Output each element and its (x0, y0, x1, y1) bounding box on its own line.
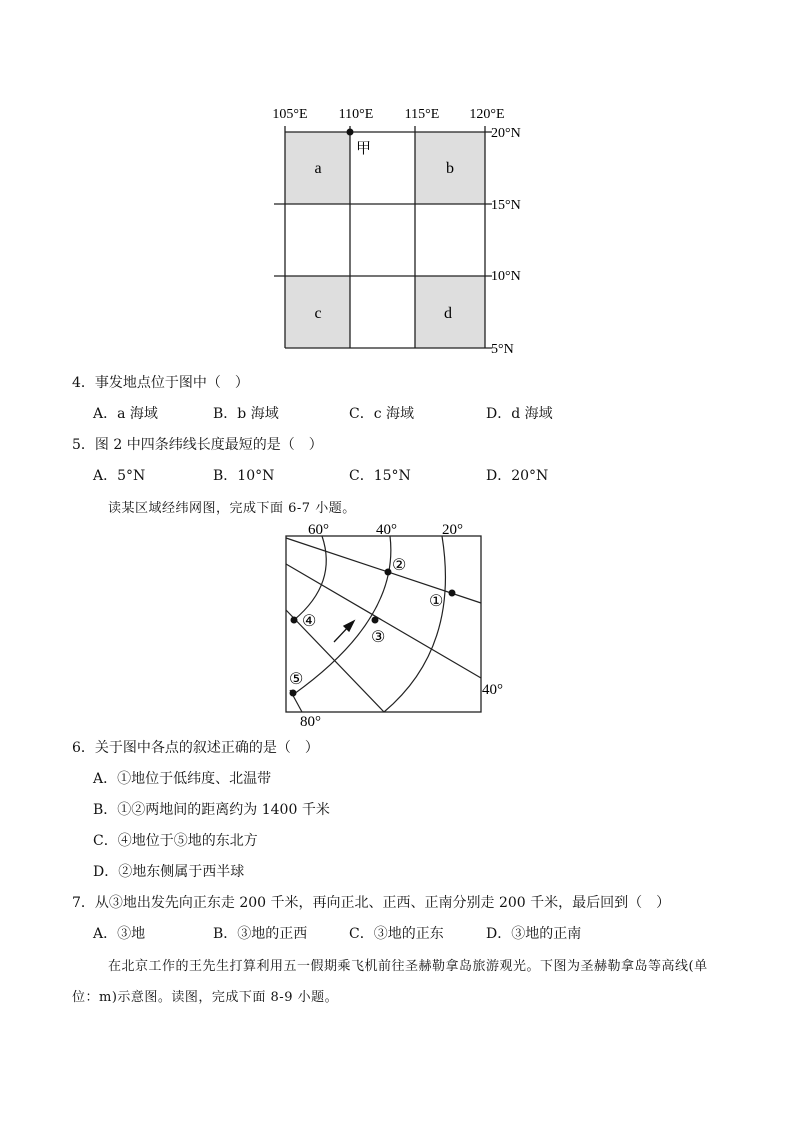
lon-label-105: 105°E (272, 107, 308, 122)
q4-option-a[interactable]: A．a 海域 (93, 406, 158, 422)
question-4: 4．事发地点位于图中（ ） (72, 375, 249, 391)
q6-option-b[interactable]: B．①②两地间的距离约为 1400 千米 (93, 802, 330, 818)
q7-option-b[interactable]: B．③地的正西 (213, 926, 308, 942)
lat-lon-grid-map (260, 98, 540, 360)
lat-label-20: 20°N (491, 126, 521, 141)
point-4-label: ④ (302, 613, 317, 630)
q5-option-a[interactable]: A．5°N (93, 468, 146, 484)
intro-8-9-line2: 位：m)示意图。读图，完成下面 8-9 小题。 (72, 990, 339, 1005)
meridian-label-40: 40° (376, 522, 397, 538)
point-3-label: ③ (371, 629, 386, 646)
lat-label-5: 5°N (491, 342, 514, 357)
lat-label-10: 10°N (491, 269, 521, 284)
meridian-label-20: 20° (442, 522, 463, 538)
direction-arrow (334, 621, 354, 642)
q5-option-d[interactable]: D．20°N (486, 468, 549, 484)
point-2-marker (385, 569, 392, 576)
q4-option-b[interactable]: B．b 海域 (213, 406, 279, 422)
point-5-marker (290, 690, 297, 697)
region-b-label: b (446, 160, 454, 177)
lon-label-110: 110°E (338, 107, 374, 122)
question-7: 7．从③地出发先向正东走 200 千米，再向正北、正西、正南分别走 200 千米，最后回到（ ） (72, 895, 671, 911)
q7-option-c[interactable]: C．③地的正东 (349, 926, 444, 942)
point-5-label: ⑤ (289, 671, 304, 688)
q6-option-c[interactable]: C．④地位于⑤地的东北方 (93, 833, 258, 849)
point-jia-marker (347, 129, 354, 136)
q6-option-a[interactable]: A．①地位于低纬度、北温带 (93, 771, 272, 787)
q7-option-a[interactable]: A．③地 (93, 926, 146, 942)
parallel-label-40: 40° (482, 682, 503, 698)
q4-option-c[interactable]: C．c 海域 (349, 406, 415, 422)
q4-option-d[interactable]: D．d 海域 (486, 406, 553, 422)
point-2-label: ② (392, 557, 407, 574)
intro-8-9-line1: 在北京工作的王先生打算利用五一假期乘飞机前往圣赫勒拿岛旅游观光。下图为圣赫勒拿岛等高线(单 (108, 959, 708, 974)
lon-label-115: 115°E (404, 107, 440, 122)
parallel-label-80: 80° (300, 714, 321, 730)
lon-label-120: 120°E (469, 107, 505, 122)
lat-label-15: 15°N (491, 198, 521, 213)
intro-6-7: 读某区域经纬网图，完成下面 6-7 小题。 (108, 501, 356, 516)
q5-option-b[interactable]: B．10°N (213, 468, 275, 484)
point-jia-label: 甲 (356, 141, 372, 157)
point-4-marker (291, 617, 298, 624)
q5-option-c[interactable]: C．15°N (349, 468, 411, 484)
question-6: 6．关于图中各点的叙述正确的是（ ） (72, 740, 319, 756)
region-d-label: d (444, 305, 452, 322)
region-c-label: c (314, 305, 322, 322)
q6-option-d[interactable]: D．②地东侧属于西半球 (93, 864, 245, 880)
point-1-marker (449, 590, 456, 597)
graticule-map (270, 518, 520, 733)
point-1-label: ① (429, 593, 444, 610)
region-a-label: a (314, 160, 322, 177)
question-5: 5．图 2 中四条纬线长度最短的是（ ） (72, 437, 323, 453)
meridian-label-60: 60° (308, 522, 329, 538)
point-3-marker (372, 617, 379, 624)
q7-option-d[interactable]: D．③地的正南 (486, 926, 582, 942)
